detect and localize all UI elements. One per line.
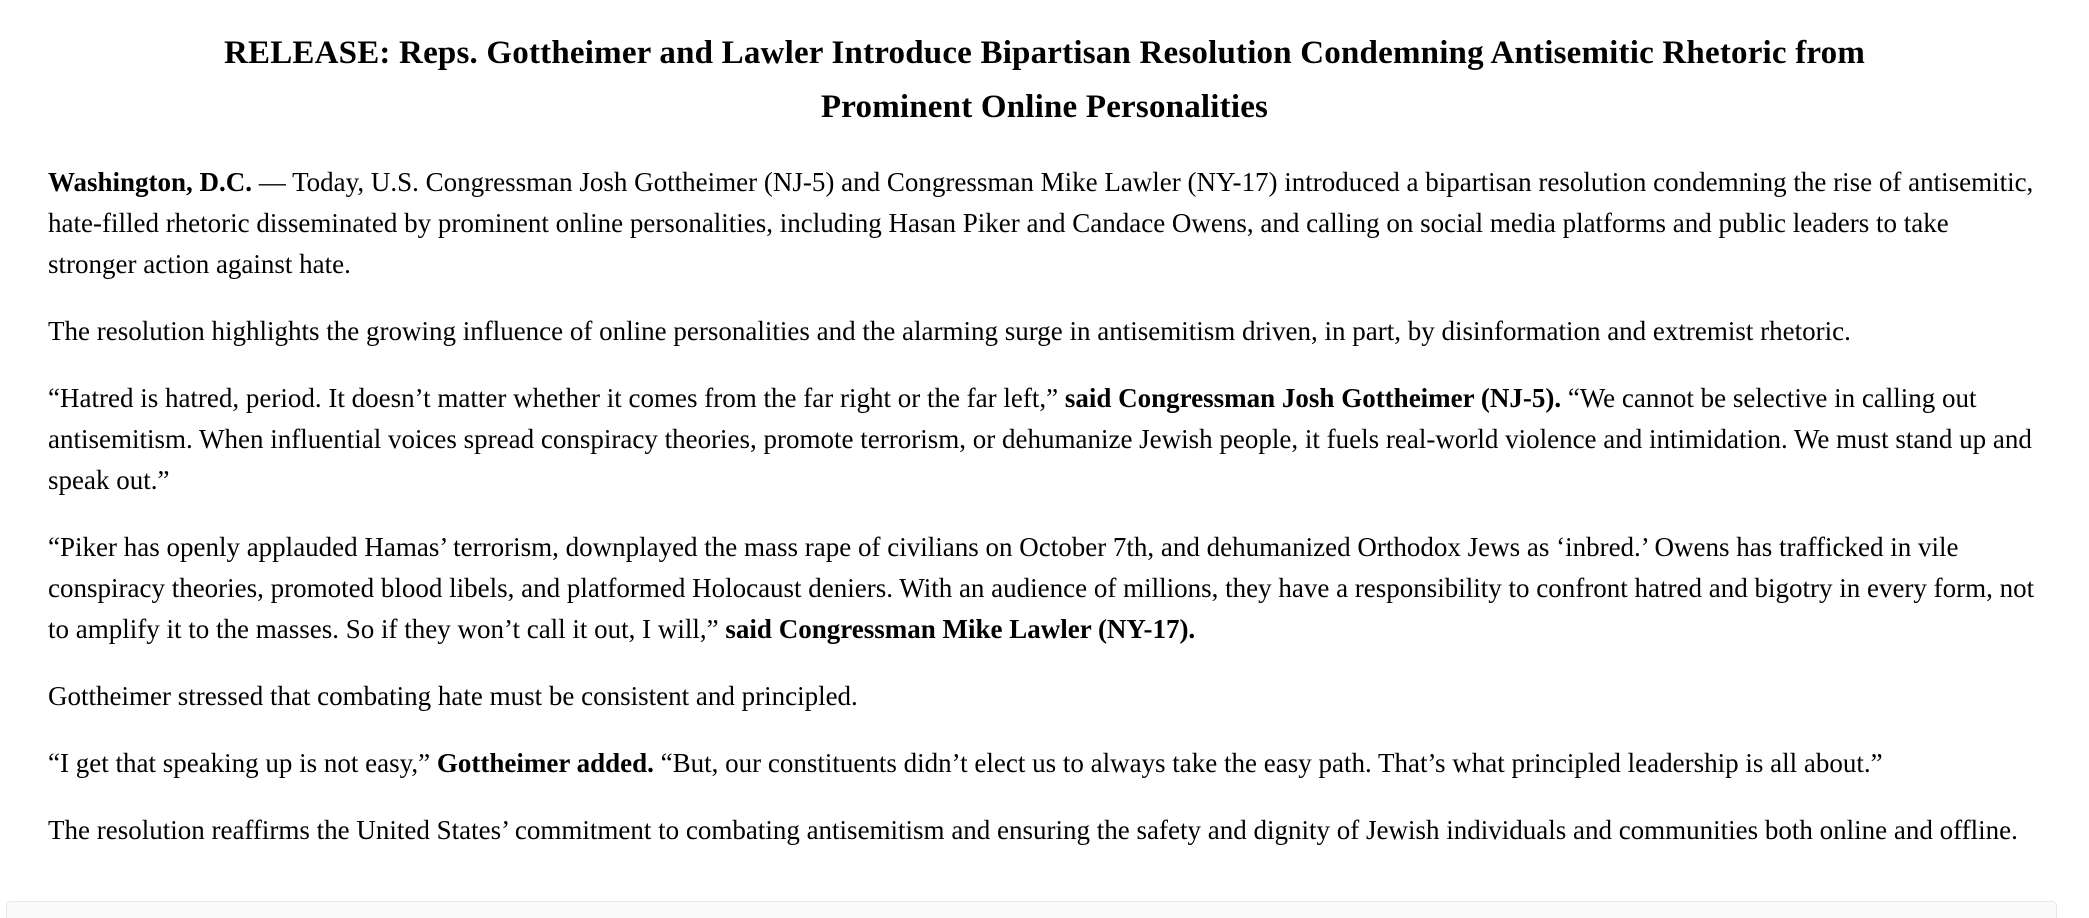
paragraph-dateline-intro [48, 162, 2041, 285]
lawler-quote-text: “Piker has openly applauded Hamas’ terrorism, downplayed the mass rape of civilians on October 7th, and dehumanized Orthodox Jews as ‘inbred.’ Owens has trafficked in vile conspiracy theories, promoted blood libels, and platformed Holocaust deniers. With an audience of millions, they have a responsibility to confront hatred and bigotry in every form, not to amplify it to the masses. So if they won’t call it out, I will,” [48, 532, 2035, 644]
gottheimer-stressed-text: Gottheimer stressed that combating hate must be consistent and principled. [48, 681, 858, 711]
gottheimer-added-bold: Gottheimer added. [436, 748, 654, 778]
dateline-bold: Washington, D.C. [48, 167, 253, 197]
paragraph-gottheimer-quote [48, 378, 2041, 501]
title-line-1: RELEASE: Reps. Gottheimer and Lawler Introduce Bipartisan Resolution Condemning Antisemitic Rhetoric from [223, 35, 1866, 71]
paragraph-gottheimer-stressed [48, 676, 2041, 717]
resolution-reaffirms-text: The resolution reaffirms the United States’ commitment to combating antisemitism and ensuring the safety and dignity of Jewish individuals and communities both online and offline. [48, 815, 2018, 845]
lawler-attribution-bold: said Congressman Mike Lawler (NY-17). [725, 614, 1196, 644]
gottheimer-added-open: “I get that speaking up is not easy,” [48, 748, 437, 778]
gottheimer-added-continued: “But, our constituents didn’t elect us to always take the easy path. That’s what principled leadership is all about.” [653, 748, 1883, 778]
page-title [48, 26, 2041, 134]
resolution-highlights-text: The resolution highlights the growing influence of online personalities and the alarming surge in antisemitism driven, in part, by disinformation and extremist rhetoric. [48, 316, 1851, 346]
gottheimer-quote-open: “Hatred is hatred, period. It doesn’t matter whether it comes from the far right or the far left,” [48, 383, 1065, 413]
gottheimer-quote-continued: “We cannot be selective in calling out antisemitism. When influential voices spread conspiracy theories, promote terrorism, or dehumanize Jewish people, it fuels real-world violence and intimidation. We must stand up and speak out.” [48, 383, 2032, 495]
document-bottom-edge [6, 901, 2057, 918]
title-line-2: Prominent Online Personalities [820, 89, 1269, 125]
gottheimer-attribution-bold: said Congressman Josh Gottheimer (NJ-5). [1064, 383, 1562, 413]
paragraph-resolution-highlights [48, 311, 2041, 352]
dateline-text: — Today, U.S. Congressman Josh Gottheimer (NJ-5) and Congressman Mike Lawler (NY-17) introduced a bipartisan resolution condemning the rise of antisemitic, hate-filled rhetoric disseminated by prominent online personalities, including Hasan Piker and Candace Owens, and calling on social media platforms and public leaders to take stronger action against hate. [48, 167, 2034, 279]
paragraph-gottheimer-added [48, 743, 2041, 784]
paragraph-lawler-quote [48, 527, 2041, 650]
paragraph-resolution-reaffirms [48, 810, 2041, 851]
